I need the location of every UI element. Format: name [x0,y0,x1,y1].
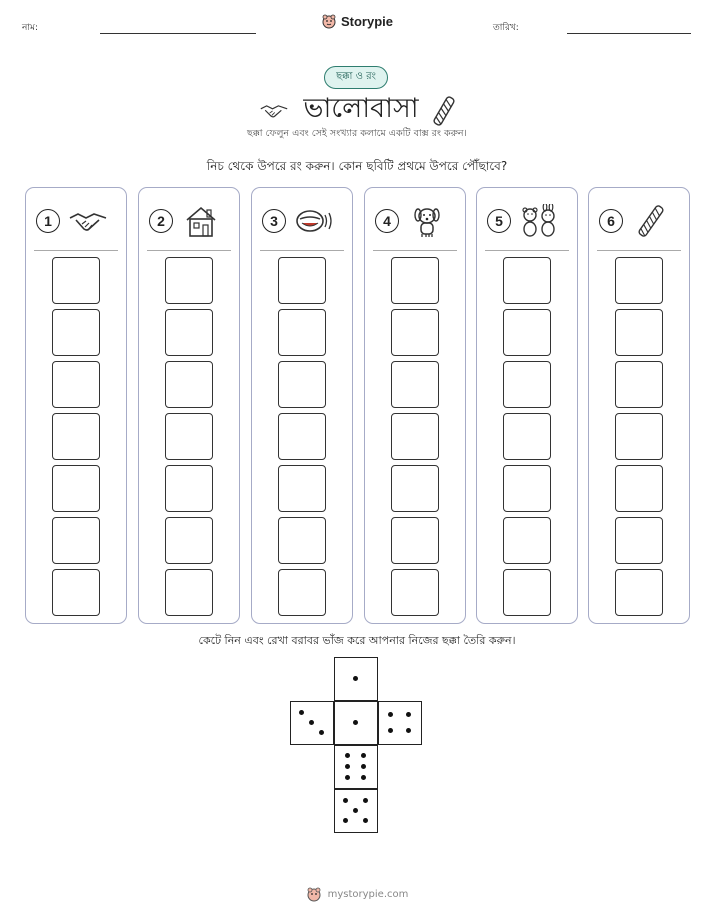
color-box[interactable] [165,569,213,616]
color-box[interactable] [391,517,439,564]
color-box[interactable] [52,569,100,616]
color-box[interactable] [615,361,663,408]
color-box[interactable] [278,413,326,460]
color-box[interactable] [165,309,213,356]
twisted-rope-icon [433,94,455,128]
die-pip [353,676,358,681]
die-face-4 [378,701,422,745]
column-number: 1 [36,209,60,233]
color-box[interactable] [615,309,663,356]
die-pip [406,728,411,733]
column-4 [364,187,466,624]
color-box[interactable] [278,361,326,408]
column-divider [373,250,457,251]
color-box[interactable] [52,413,100,460]
die-face-6 [334,745,378,789]
die-face-1 [334,657,378,701]
color-box[interactable] [503,309,551,356]
column-divider [597,250,681,251]
color-box[interactable] [52,361,100,408]
color-box[interactable] [165,465,213,512]
color-box[interactable] [52,517,100,564]
die-pip [388,712,393,717]
die-face-5 [334,789,378,833]
die-pip [361,764,366,769]
color-box[interactable] [391,465,439,512]
color-box[interactable] [52,257,100,304]
die-face-1 [334,701,378,745]
color-box[interactable] [278,569,326,616]
color-box[interactable] [503,257,551,304]
color-box[interactable] [278,309,326,356]
die-pip [309,720,314,725]
column-number: 2 [149,209,173,233]
column-divider [260,250,344,251]
die-pip [343,818,348,823]
color-box[interactable] [52,309,100,356]
date-field[interactable] [567,33,691,34]
name-label: নাম: [22,23,39,33]
die-pip [361,775,366,780]
color-box[interactable] [615,569,663,616]
column-number: 5 [487,209,511,233]
color-box[interactable] [615,465,663,512]
column-divider [485,250,569,251]
twisted-rope-icon [631,204,671,238]
instruction: নিচ থেকে উপরে রং করুন। কোন ছবিটি প্রথমে উপরে পৌঁছাবে? [206,159,508,173]
color-box[interactable] [391,257,439,304]
storypie-mascot-icon [306,886,322,902]
brand-name: Storypie [340,13,393,29]
die-pip [345,753,350,758]
column-number: 4 [375,209,399,233]
die-pip [353,720,358,725]
die-face-3 [290,701,334,745]
footer-url: mystorypie.com [327,888,409,900]
puppy-icon [407,204,447,238]
color-box[interactable] [503,569,551,616]
color-box[interactable] [391,309,439,356]
activity-badge: ছক্কা ও রং [324,66,388,89]
color-box[interactable] [278,517,326,564]
color-box[interactable] [165,257,213,304]
column-3 [251,187,353,624]
house-icon [181,204,221,238]
color-box[interactable] [165,517,213,564]
color-box[interactable] [391,569,439,616]
color-box[interactable] [615,257,663,304]
column-number: 3 [262,209,286,233]
color-box[interactable] [391,361,439,408]
die-pip [361,753,366,758]
color-box[interactable] [278,257,326,304]
die-pip [345,764,350,769]
color-box[interactable] [503,361,551,408]
die-pip [319,730,324,735]
brand-logo [0,13,714,29]
teddy-bears-icon [519,204,559,238]
color-box[interactable] [391,413,439,460]
die-pip [363,818,368,823]
die-pip [388,728,393,733]
die-pip [406,712,411,717]
handshake-icon [68,204,108,238]
color-box[interactable] [52,465,100,512]
column-1 [25,187,127,624]
handshake-icon [259,100,289,122]
die-pip [299,710,304,715]
color-box[interactable] [165,413,213,460]
color-box[interactable] [165,361,213,408]
column-divider [147,250,231,251]
name-field[interactable] [100,33,256,34]
die-pip [363,798,368,803]
color-box[interactable] [615,517,663,564]
color-columns [25,187,690,624]
column-divider [34,250,118,251]
cut-instruction: কেটে নিন এবং রেখা বরাবর ভাঁজ করে আপনার নিজের ছক্কা তৈরি করুন। [198,634,516,647]
subtitle: ছক্কা ফেলুন এবং সেই সংখ্যার কলামে একটি বাক্স রং করুন। [247,128,467,139]
die-pip [353,808,358,813]
die-pip [345,775,350,780]
footer [0,886,714,902]
color-box[interactable] [278,465,326,512]
page-title: ভালোবাসা [303,93,419,124]
date-label: তারিখ: [493,23,519,33]
color-box[interactable] [503,517,551,564]
mouth-speaking-icon [294,204,334,238]
column-2 [138,187,240,624]
color-box[interactable] [503,413,551,460]
color-box[interactable] [615,413,663,460]
storypie-mascot-icon [321,13,337,29]
column-number: 6 [599,209,623,233]
color-box[interactable] [503,465,551,512]
column-5 [476,187,578,624]
die-pip [343,798,348,803]
column-6 [588,187,690,624]
